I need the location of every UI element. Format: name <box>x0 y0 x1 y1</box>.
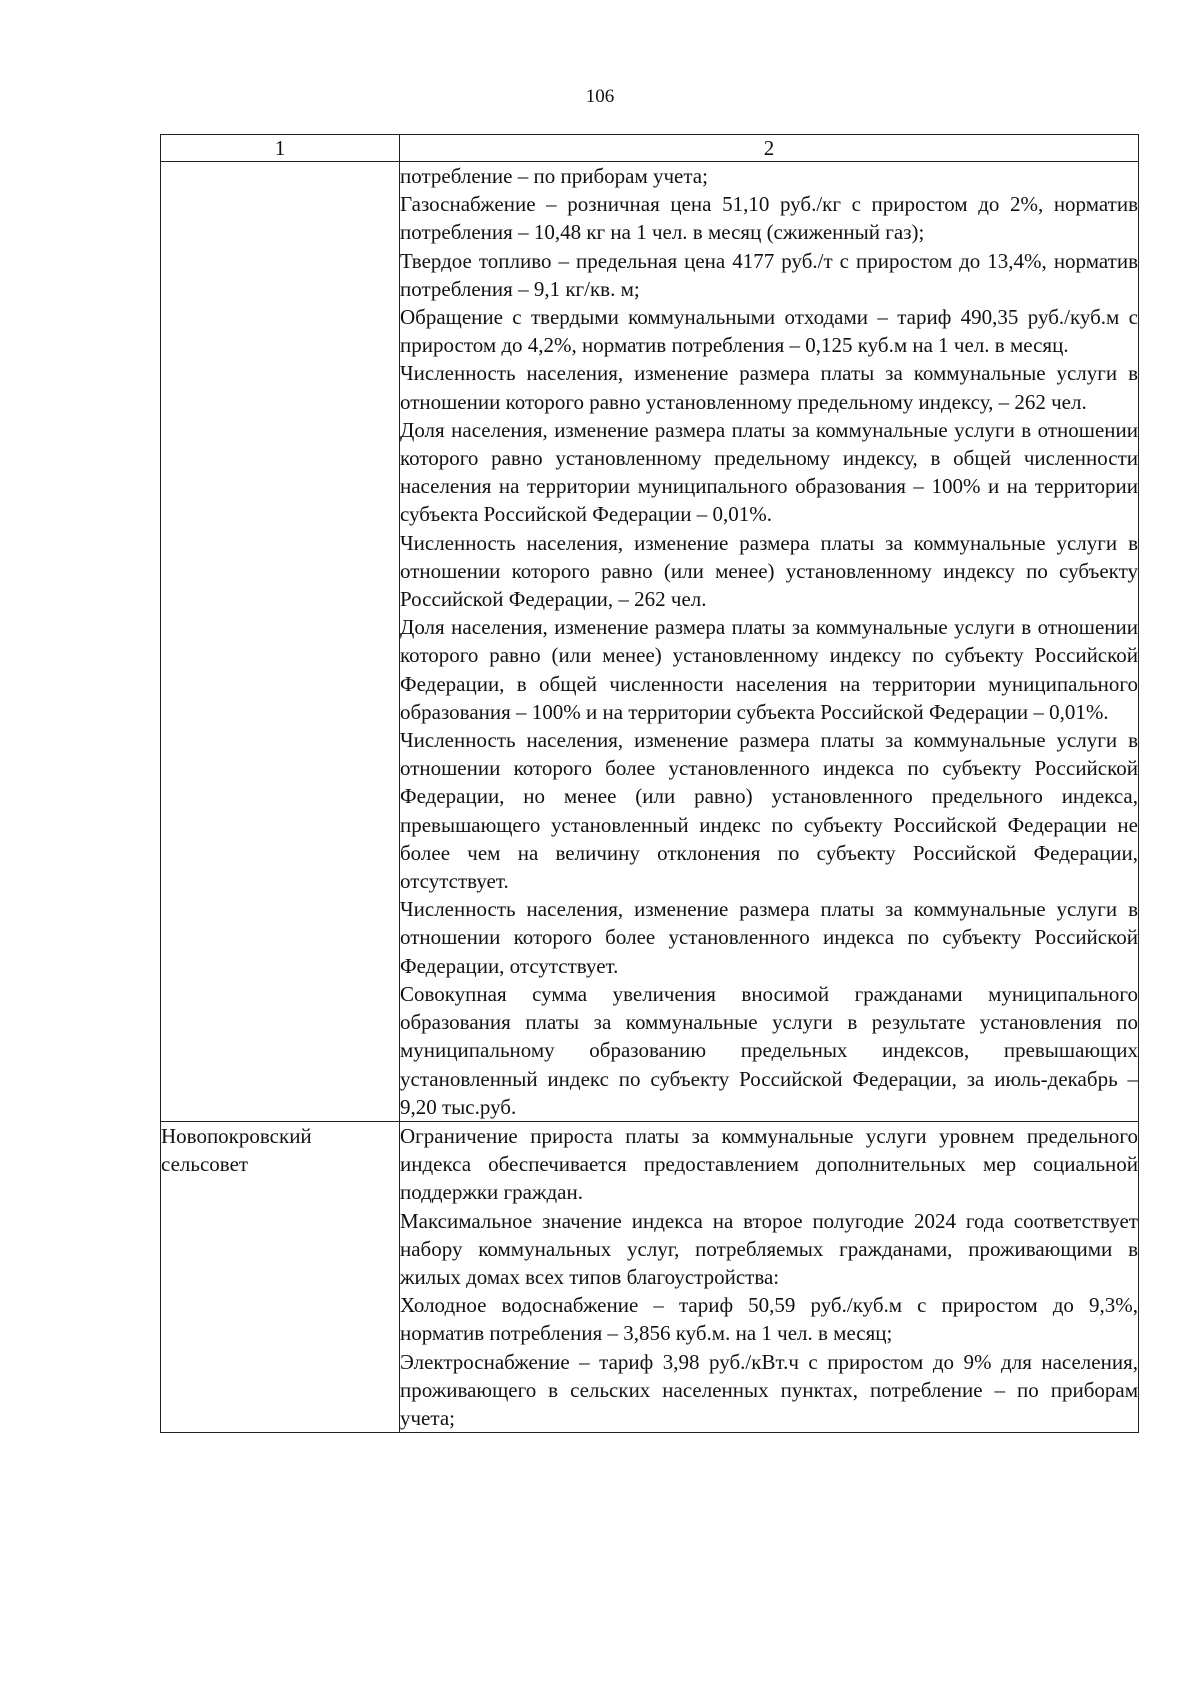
description-cell <box>400 1121 1139 1432</box>
paragraph: Твердое топливо – предельная цена 4177 руб./т с приростом до 13,4%, норматив потребления – 9,1 кг/кв. м; <box>400 248 1138 301</box>
paragraph: потребление – по приборам учета; <box>400 164 708 188</box>
header-col-2: 2 <box>400 135 1139 162</box>
paragraph: Электроснабжение – тариф 3,98 руб./кВт.ч с приростом до 9% для населения, проживающего в сельских населенных пунктах, потребление – по приборам учета; <box>400 1349 1138 1430</box>
paragraph: Совокупная сумма увеличения вносимой гражданами муниципального образования платы за коммунальные услуги в результате установления по муниципальному образованию предельных индексов, превышающих установленный индекс по субъекту Российской Федерации, за июль-декабрь – 9,20 тыс.руб. <box>400 981 1138 1119</box>
paragraph: Ограничение прироста платы за коммунальные услуги уровнем предельного индекса обеспечивается предоставлением дополнительных мер социальной поддержки граждан. <box>400 1123 1138 1205</box>
paragraph: Численность населения, изменение размера платы за коммунальные услуги в отношении которого более установленного индекса по субъекту Российской Федерации, но менее (или равно) установленного предельного индекса, превышающего установленный индекс по субъекту Российской Федерации не более чем на величину отклонения по субъекту Российской Федерации, отсутствует. <box>400 728 1138 894</box>
table-row <box>161 1121 1139 1432</box>
paragraph: Максимальное значение индекса на второе полугодие 2024 года соответствует набору коммунальных услуг, потребляемых гражданами, проживающими в жилых домах всех типов благоустройства: <box>400 1208 1138 1289</box>
paragraph: Доля населения, изменение размера платы за коммунальные услуги в отношении которого равно (или менее) установленному индексу по субъекту Российской Федерации, в общей численности населения на территории муниципального образования – 100% и на территории субъекта Российской Федерации – 0,01%. <box>400 615 1138 724</box>
paragraph: Численность населения, изменение размера платы за коммунальные услуги в отношении которого равно (или менее) установленному индексу по субъекту Российской Федерации, – 262 чел. <box>400 530 1138 612</box>
table-row <box>161 162 1139 1122</box>
description-cell <box>400 162 1139 1122</box>
data-table <box>160 134 1139 1433</box>
municipality-cell <box>161 1121 400 1432</box>
paragraph: Холодное водоснабжение – тариф 50,59 руб./куб.м с приростом до 9,3%, норматив потребления – 3,856 куб.м. на 1 чел. в месяц; <box>400 1293 1138 1346</box>
paragraph: Численность населения, изменение размера платы за коммунальные услуги в отношении которого более установленного индекса по субъекту Российской Федерации, отсутствует. <box>400 897 1138 978</box>
paragraph: Численность населения, изменение размера платы за коммунальные услуги в отношении которого равно установленному предельному индексу, – 262 чел. <box>400 361 1138 414</box>
paragraph: Газоснабжение – розничная цена 51,10 руб./кг с приростом до 2%, норматив потребления – 10,48 кг на 1 чел. в месяц (сжиженный газ); <box>400 192 1138 245</box>
table-header-row <box>161 135 1139 162</box>
municipality-name: Новопокровский сельсовет <box>161 1123 312 1177</box>
paragraph: Обращение с твердыми коммунальными отходами – тариф 490,35 руб./куб.м с приростом до 4,2%, норматив потребления – 0,125 куб.м на 1 чел. в месяц. <box>400 305 1138 358</box>
paragraph: Доля населения, изменение размера платы за коммунальные услуги в отношении которого равно установленному предельному индексу, в общей численности населения на территории муниципального образования – 100% и на территории субъекта Российской Федерации – 0,01%. <box>400 417 1138 527</box>
header-col-1: 1 <box>161 135 400 162</box>
page-number: 106 <box>585 86 615 107</box>
municipality-cell <box>161 162 400 1122</box>
